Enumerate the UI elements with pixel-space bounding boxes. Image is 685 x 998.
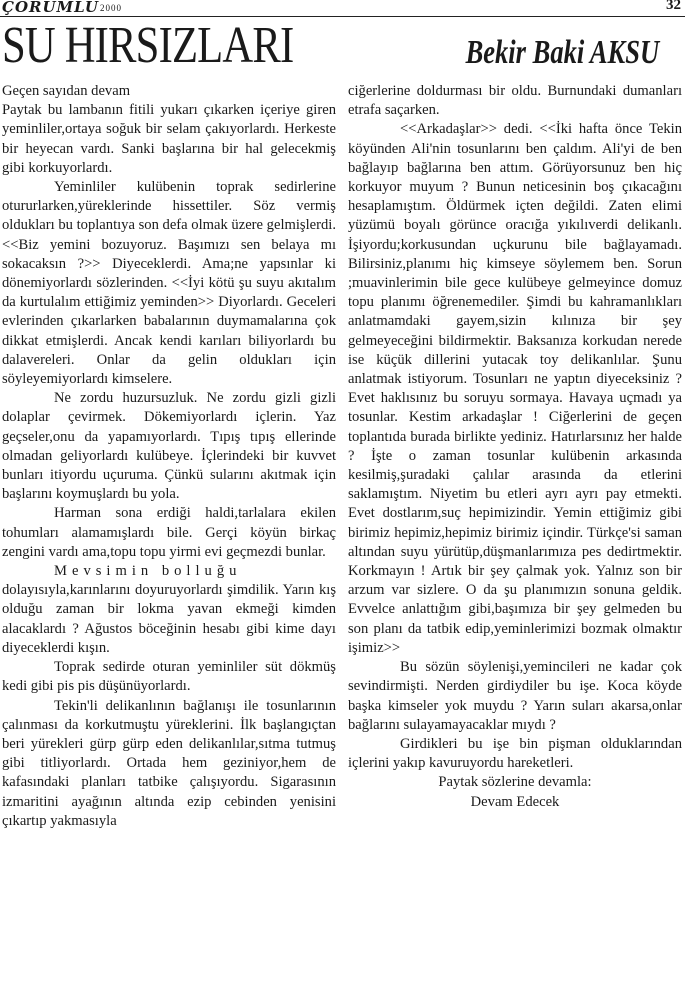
paragraph: Ne zordu huzursuzluk. Ne zordu gizli gizli dolaplar çevirmek. Dökemiyorlardı içlerin. Yaz geçseler,onu da yapamıyorlardı. Tıpış tıpış ellerinde olmadan geliyorlardı kulübeye. İçlerindeki bir kuvvet bunları itiyordu uçuruma. Çünkü sularını akıtmak için başlarını koymuşlardı bu yola. xyxy=(2,390,336,503)
paragraph: Paytak sözlerine devamla: xyxy=(438,774,592,791)
magazine-name: ÇORUMLU xyxy=(2,0,99,16)
paragraph: Mevsimin bolluğu xyxy=(54,563,242,580)
paragraph: Yeminliler kulübenin toprak sedirlerine otururlarken,yüreklerinde hissettiler. Söz vermiş oldukları bu toplantıya son defa olmak üzere gelmişlerdi. <<Biz yemini bozuyoruz. Başımızı sen belaya mı sokacaksın ?>> Diyeceklerdi. Ama;ne yapsınlar ki dönemiyorlardı sözlerinden. <<İyi kötü şu suyu akıtalım da kurtulalım ettiğimiz yeminden>> Diyorlardı. Geceleri evlerinden çıkarlarken babalarının duymamalarına çok dikkat etmişlerdi. Ancak kendi karıları biliyorlardı bu dalavereleri. Onlar da gelin oldukları için söyleyemiyorlardı kimselere. xyxy=(2,179,336,388)
paragraph: Paytak bu lambanın fitili yukarı çıkarken içeriye giren yeminliler,ortaya soğuk bir selam çakıyorlardı. Herkeste bir heyecan vardı. Sanki başlarına bir hal gelecekmiş gibi korkuyorlardı. xyxy=(2,102,336,176)
paragraph: Tekin'li delikanlının bağlanışı ile tosunlarının çalınması da korkutmuştu yüreklerini. İlk başlangıçtan beri yürekleri gürp gürp eden delikanlılar,sıtma tutmuş gibi titliyorlardı. Ortada hem geziniyor,hem de kafasındaki planları tatbike çalışıyordu. Sigarasının izmaritini ayağının altında ezip cebinden yenisini çıkartıp yakmasıyla xyxy=(2,697,336,829)
paragraph: ciğerlerine doldurması bir oldu. Burnundaki dumanları etrafa saçarken. xyxy=(348,83,682,119)
left-column xyxy=(2,82,336,831)
paragraph: Bu sözün söylenişi,yemincileri ne kadar çok sevindirmişti. Nerden girdiydiler bu işe. Koca köyde başka kimseler yok muydu ? Yarın suları akarsa,onlar bağlarını sulayamayacaklar mıydı ? xyxy=(348,659,682,733)
page-number: 32 xyxy=(666,0,681,13)
article-title: SU HIRSIZLARI xyxy=(2,17,294,74)
paragraph: dolayısıyla,karınlarını doyuruyorlardı şimdilik. Yarın kış olduğu zaman bir lokma yavan ekmeği kimden alacaklardı ? Ağustos böceğinin hesabı gibi kime dayı diyeceklerdi kışın. xyxy=(2,582,336,656)
article-heading xyxy=(0,17,685,77)
article-author: Bekir Baki AKSU xyxy=(465,34,659,71)
issue-year: 2000 xyxy=(100,3,122,13)
right-column xyxy=(348,82,682,812)
paragraph: Toprak sedirde oturan yeminliler süt dökmüş kedi gibi pis pis düşünüyorlardı. xyxy=(2,659,336,695)
paragraph: <<Arkadaşlar>> dedi. <<İki hafta önce Tekin köyünden Ali'nin tosunlarını ben çaldım. Ali'yi de ben bağlayıp bağlarına ben attım. Görüyorsunuz ben hiç korkuyor muyum ? Bunun neticesinin boş çıkacağını hesaplamıştım. Öldürmek içten değildi. Zaten elimi yüzümü boyalı görünce oracığa yıkılıverdi delikanlı. İşiyordu;korkusundan uçkurunu bile bağlayamadı. Bilirsiniz,planımı hiç kimseye söylemem ben. Sorun ;muavinlerimin bile gece kulübeye gelmeyince domuz topu planımı öğrenemediler. Şimdi bu kahramanlıkları anlatmamdaki gayem,sizin kılınıza bir şey gelmeyeceğini bildirmektir. Baksanıza korkudan nerede ise küçük dillerini yutacak toy delikanlılar. Şunu anlatmak istiyorum. Tosunları ne yaptın diyeceksiniz ? Evet haklısınız bu soruyu sormaya. Havaya uçmadı ya tosunlar. Kestim arkadaşlar ! Ciğerlerini de geçen toplantıda burada birlikte yediniz. Hatırlarsınız her halde ? İşte o zaman tosunlar kulübenin arkasında kesilmiş,şuradaki çalılar arasında da etlerini saklamıştım. Niyetim bu etleri ayrı ayrı pay etmekti. Evet dostlarım,suç hepimizindir. Yemin ettiğimiz gibi birimiz hepimiz,hepimiz birimiz içindir. Türkçe'si saman altından suyu yürütüp,düşmanlarımıza pes dedirtmektir. Korkmayın ! Artık bir şey çalmak yok. Yalnız son bir arzum var sizlere. O da şu planımızın sonuna geldik. Evvelce anlattığım gibi,başımıza bir şey gelmeden bu son planı da tatbik edip,yeminlerimizi bozmak olmaktır işimiz>> xyxy=(348,121,682,656)
paragraph: Harman sona erdiği haldi,tarlalara ekilen tohumları alamamışlardı bile. Gerçi köyün birkaç zengini vardı ama,topu topu yirmi evi geçmezdi bunlar. xyxy=(2,505,336,560)
paragraph: Girdikleri bu işe bin pişman olduklarından içlerini yakıp kavuruyordu hareketleri. xyxy=(348,735,682,772)
to-be-continued: Devam Edecek xyxy=(470,793,560,810)
continued-note: Geçen sayıdan devam xyxy=(2,83,131,99)
